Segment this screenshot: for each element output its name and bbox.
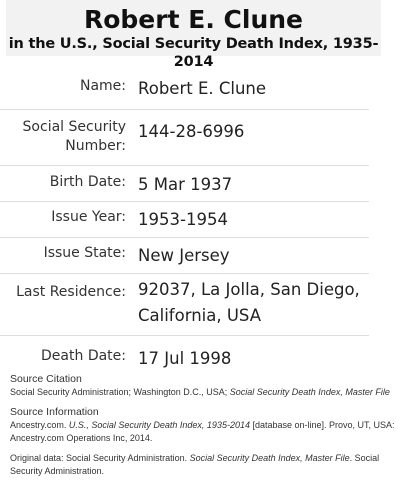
field-label-ssn-line1: Social Security [22, 119, 126, 135]
field-label-last-residence: Last Residence: [16, 284, 126, 300]
original-data-part2: Social Security Death Index, Master File [189, 453, 350, 463]
field-row-death-date [0, 336, 369, 376]
source-information-part2: U.S., Social Security Death Index, 1935-2014 [68, 420, 250, 430]
source-citation-text [10, 386, 400, 399]
field-value-issue-year: 1953-1954 [138, 210, 228, 229]
source-information-part1: Ancestry.com. [10, 420, 69, 430]
field-value-issue-state: New Jersey [138, 246, 230, 265]
field-label-death-date: Death Date: [41, 348, 126, 364]
source-section [10, 373, 400, 485]
field-label-ssn-line2: Number: [65, 138, 126, 154]
source-citation-italic: Social Security Death Index, Master File [229, 387, 390, 397]
field-row-issue-year [0, 202, 369, 238]
original-data-text [10, 452, 400, 478]
original-data-part1: Original data: Social Security Administration. [10, 453, 190, 463]
field-value-last-residence-line1: 92037, La Jolla, San Diego, [138, 280, 360, 299]
original-data-part3: . Social Security Administration. [10, 453, 380, 476]
field-row-last-residence [0, 274, 369, 336]
record-fields [0, 66, 405, 376]
original-data [10, 452, 400, 478]
source-citation-heading: Source Citation [10, 373, 82, 385]
field-value-death-date: 17 Jul 1998 [138, 349, 232, 368]
field-label-ssn [0, 110, 126, 165]
field-row-name [0, 66, 369, 110]
field-label-name: Name: [79, 78, 126, 94]
field-row-issue-state [0, 238, 369, 274]
source-information [10, 406, 400, 445]
field-label-birth-date: Birth Date: [49, 174, 126, 190]
field-label-issue-year: Issue Year: [51, 209, 126, 225]
field-value-last-residence-line2: California, USA [138, 306, 261, 325]
source-citation [10, 373, 400, 399]
source-information-part3: [database on-line]. Provo, UT, USA: Ancestry.com Operations Inc, 2014. [10, 420, 395, 443]
person-name-title: Robert E. Clune [83, 5, 303, 34]
field-value-ssn: 144-28-6996 [138, 122, 245, 141]
collection-subtitle: in the U.S., Social Security Death Index, 1935-2014 [8, 36, 379, 70]
field-value-last-residence [126, 274, 366, 335]
record-header [6, 0, 381, 70]
field-value-name: Robert E. Clune [138, 79, 267, 98]
field-value-birth-date: 5 Mar 1937 [138, 175, 233, 194]
field-row-ssn [0, 110, 369, 166]
source-information-text [10, 419, 400, 445]
field-row-birth-date [0, 166, 369, 202]
field-label-issue-state: Issue State: [43, 245, 126, 261]
source-citation-plain: Social Security Administration; Washington D.C., USA; [10, 387, 230, 397]
source-information-heading: Source Information [10, 406, 99, 418]
